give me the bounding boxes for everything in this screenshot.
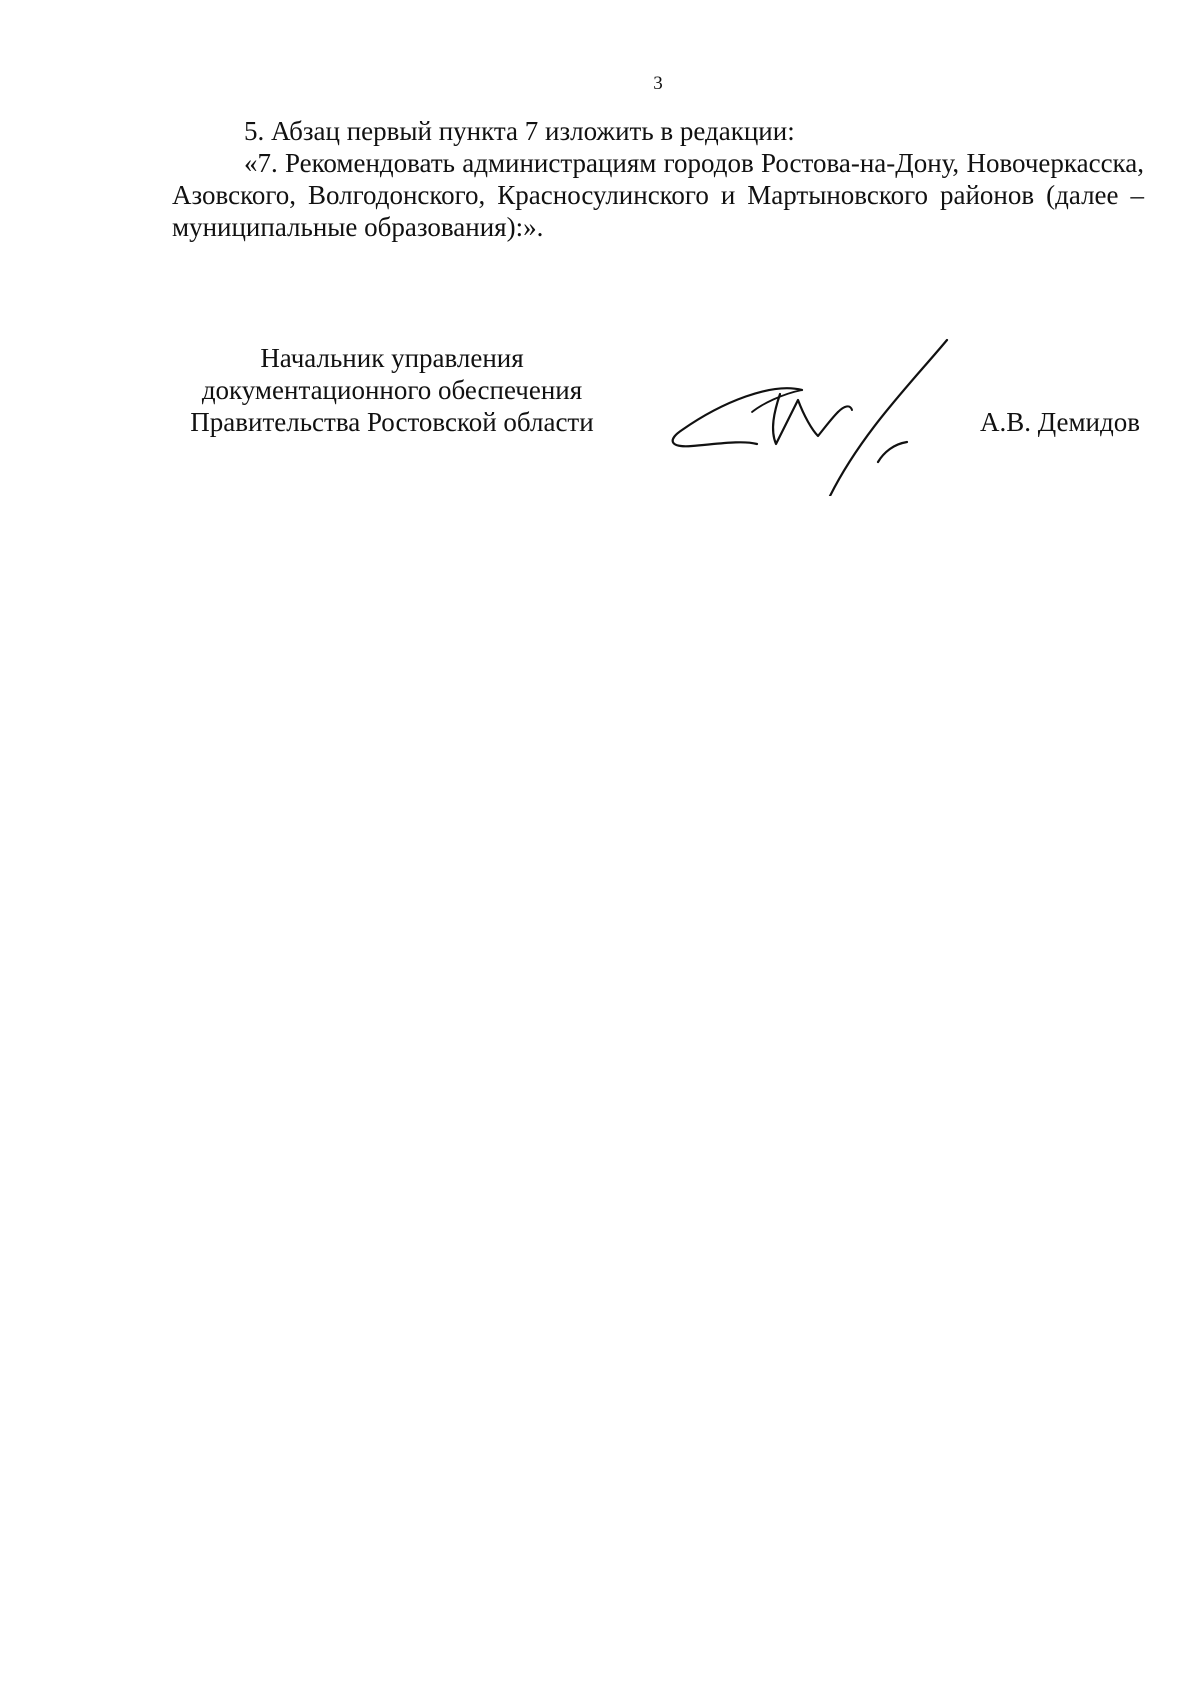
signer-position xyxy=(172,342,612,438)
signer-name: А.В. Демидов xyxy=(979,407,1140,437)
signer-position-line: документационного обеспечения xyxy=(201,375,583,405)
paragraph-amendment: 5. Абзац первый пункта 7 изложить в редакции: xyxy=(244,116,795,146)
page-number: 3 xyxy=(653,73,663,94)
signer-position-line: Правительства Ростовской области xyxy=(190,407,594,437)
paragraph-recommendation: «7. Рекомендовать администрациям городов Ростова-на-Дону, Новочеркасска, Азовского, Волгодонского, Красносулинского и Мартыновского районов (далее – муниципальные образования):». xyxy=(172,148,1144,242)
document-body xyxy=(172,115,1144,243)
signer-position-line: Начальник управления xyxy=(260,343,524,373)
handwritten-signature xyxy=(662,332,952,496)
